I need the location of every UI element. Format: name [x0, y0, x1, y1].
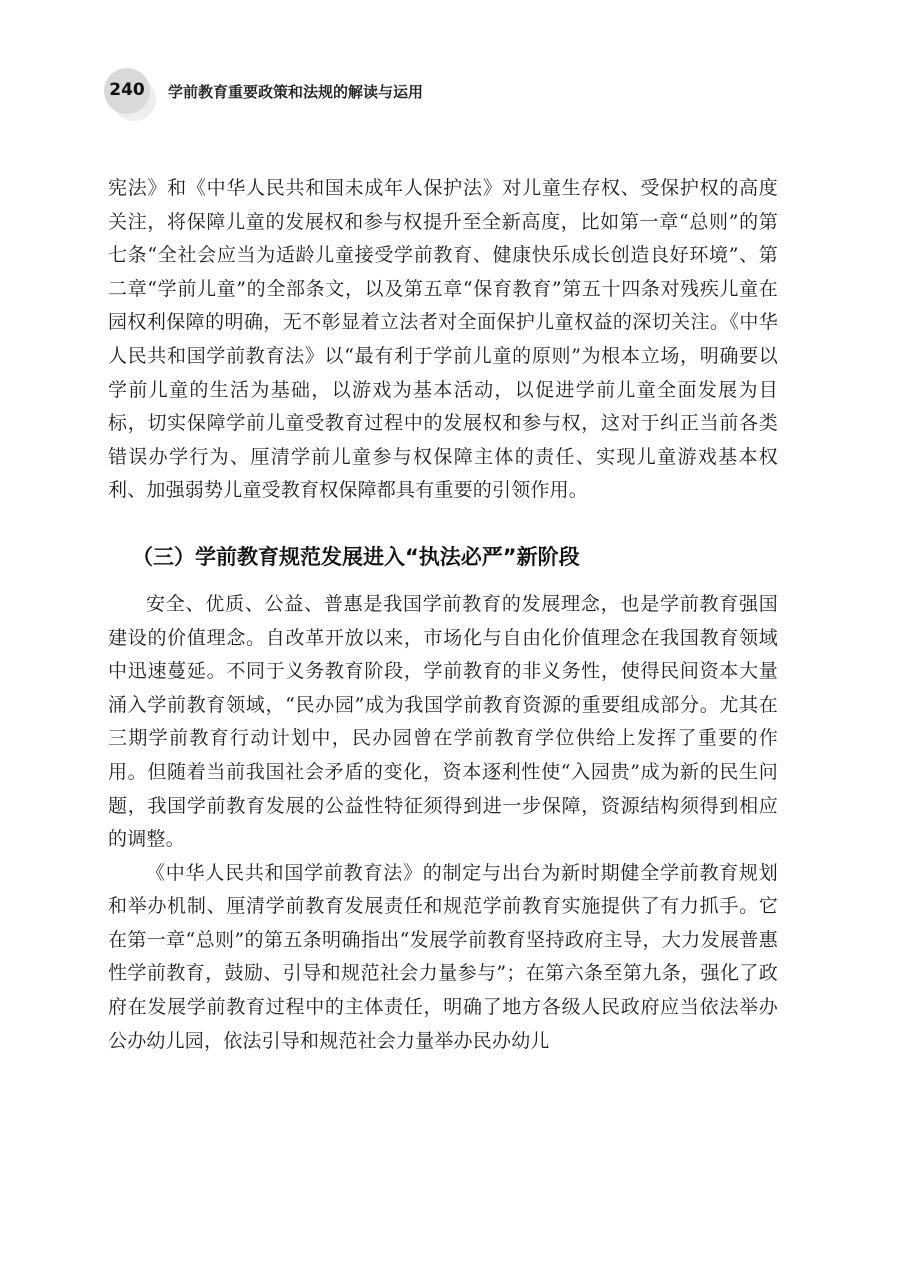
paragraph-continued: 宪法》和《中华人民共和国未成年人保护法》对儿童生存权、受保护权的高度关注，将保障儿童的发展权和参与权提升至全新高度，比如第一章“总则”的第七条“全社会应当为适龄儿童接受学前教育、健康快乐成长创造良好环境”、第二章“学前儿童”的全部条文，以及第五章“保育教育”第五十四条对残疾儿童在园权利保障的明确，无不彰显着立法者对全面保护儿童权益的深切关注。《中华人民共和国学前教育法》以“最有利于学前儿童的原则”为根本立场，明确要以学前儿童的生活为基础，以游戏为基本活动，以促进学前儿童全面发展为目标，切实保障学前儿童受教育过程中的发展权和参与权，这对于纠正当前各类错误办学行为、厘清学前儿童参与权保障主体的责任、实现儿童游戏基本权利、加强弱势儿童受教育权保障都具有重要的引领作用。	[108, 177, 778, 502]
page-body	[108, 172, 778, 1058]
section-heading: （三）学前教育规范发展进入“执法必严”新阶段	[132, 544, 580, 569]
running-title: 学前教育重要政策和法规的解读与运用	[168, 83, 424, 101]
paragraph: 安全、优质、公益、普惠是我国学前教育的发展理念，也是学前教育强国建设的价值理念。自改革开放以来，市场化与自由化价值理念在我国教育领域中迅速蔓延。不同于义务教育阶段，学前教育的非义务性，使得民间资本大量涌入学前教育领域，“民办园”成为我国学前教育资源的重要组成部分。尤其在三期学前教育行动计划中，民办园曾在学前教育学位供给上发挥了重要的作用。但随着当前我国社会矛盾的变化，资本逐利性使“入园贵”成为新的民生问题，我国学前教育发展的公益性特征须得到进一步保障，资源结构须得到相应的调整。	[108, 592, 778, 851]
page-number: 240	[109, 80, 145, 100]
paragraph: 《中华人民共和国学前教育法》的制定与出台为新时期健全学前教育规划和举办机制、厘清学前教育发展责任和规范学前教育实施提供了有力抓手。它在第一章“总则”的第五条明确指出“发展学前教育坚持政府主导，大力发展普惠性学前教育，鼓励、引导和规范社会力量参与”；在第六条至第九条，强化了政府在发展学前教育过程中的主体责任，明确了地方各级人民政府应当依法举办公办幼儿园，依法引导和规范社会力量举办民办幼儿	[108, 861, 778, 1052]
